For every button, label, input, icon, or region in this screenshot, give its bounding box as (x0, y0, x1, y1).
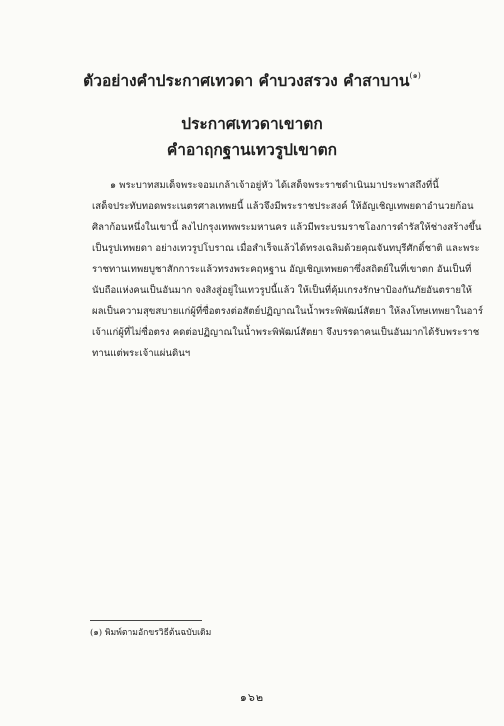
page-number: ๑๖๒ (239, 691, 265, 704)
body-line: เสด็จประทับทอดพระเนตรศาลเทพยนี้ แล้วจึงมีพระราชประสงค์ ให้อัญเชิญเทพยดาอำนวยก้อน (92, 201, 474, 212)
body-line: นับถือแห่งคนเป็นอันมาก จงสิงสู่อยู่ในเทวรูปนี้แล้ว ให้เป็นที่คุ้มเกรงรักษาป้องกันภัยอันตรายให้ (92, 285, 472, 296)
body-line: เป็นรูปเทพยดา อย่างเทวรูปโบราณ เมื่อสำเร็จแล้วได้ทรงเฉลิมด้วยคุณจันทบุรีศักดิ์ชาติ และพระ (92, 243, 480, 254)
body-line: ราชทานเทพยบูชาสักการะแล้วทรงพระคฤหฐาน อัญเชิญเทพยดาซึ่งสถิตย์ในที่เขาตก อันเป็นที่ (92, 264, 472, 275)
footnote-divider (90, 620, 202, 621)
body-line: ทานแต่พระเจ้าแผ่นดินฯ (92, 348, 191, 359)
footnote: (๑) พิมพ์ตามอักขรวิธีต้นฉบับเดิม (90, 628, 212, 638)
section-subheading: คำอาฤกฐานเทวรูปเขาตก (166, 140, 338, 159)
body-line: ๑ พระบาทสมเด็จพระจอมเกล้าเจ้าอยู่หัว ได้เสด็จพระราชดำเนินมาประพาสถึงที่นี้ (110, 180, 439, 191)
title-footnote-mark: (๑) (409, 71, 421, 80)
body-line: ศิลาก้อนหนึ่งในเขานี้ ลงไปกรุงเทพพระมหานคร แล้วมีพระบรมราชโองการดำรัสให้ช่างสร้างขึ้น (92, 222, 482, 233)
section-heading: ประกาศเทวดาเขาตก (181, 114, 323, 133)
body-line: ผลเป็นความสุขสบายแก่ผู้ที่ซื่อตรงต่อสัตย์ปฏิญาณในน้ำพระพิพัฒน์สัตยา ให้ลงโทษเทพยาในอาร์ (92, 306, 483, 317)
document-title (40, 66, 464, 91)
title-text: ตัวอย่างคำประกาศเทวดา คำบวงสรวง คำสาบาน (83, 71, 410, 90)
body-line: เจ้าแก่ผู้ที่ไม่ซื่อตรง คดต่อปฏิญาณในน้ำพระพิพัฒน์สัตยา จึงบรรดาคนเป็นอันมากได้รับพระราช (92, 327, 480, 338)
